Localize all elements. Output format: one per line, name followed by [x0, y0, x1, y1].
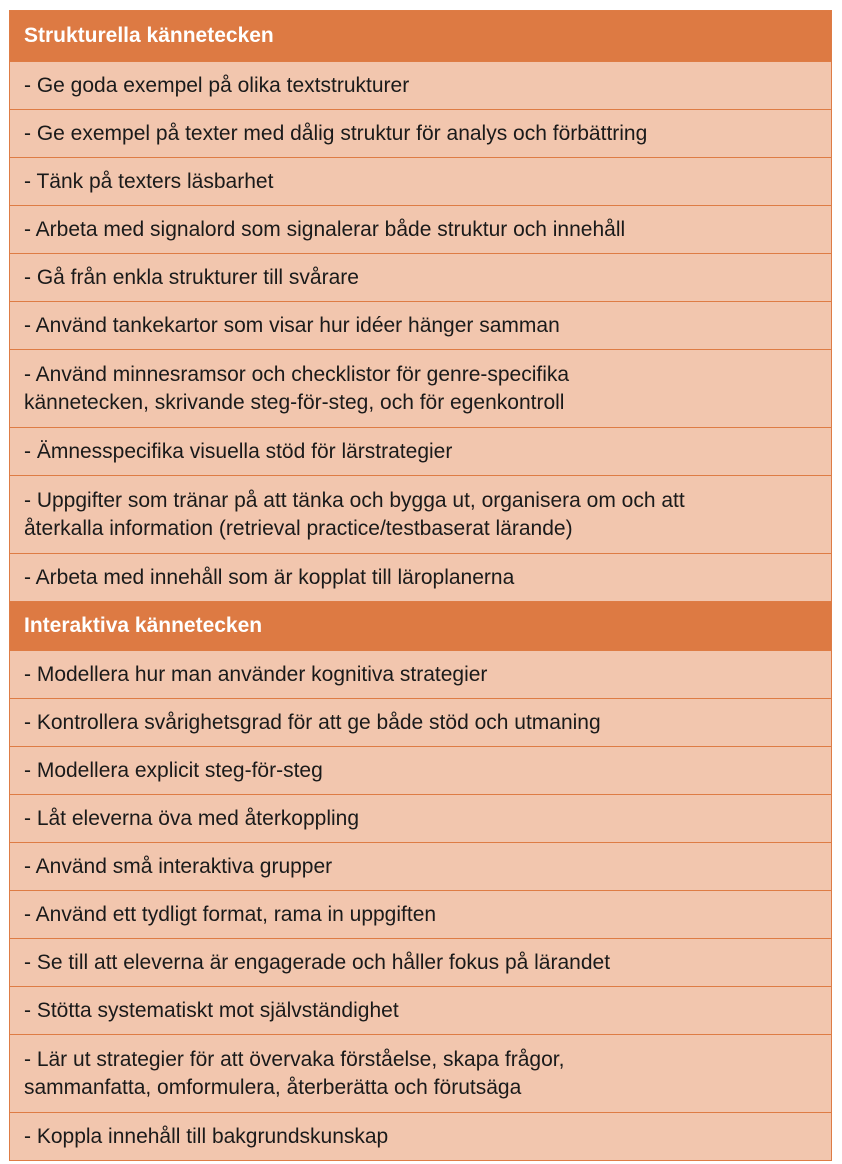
row-text: - Kontrollera svårighetsgrad för att ge både stöd och utmaning: [24, 710, 601, 734]
row-text: - Se till att eleverna är engagerade och håller fokus på lärandet: [24, 950, 611, 974]
row-text: - Ge goda exempel på olika textstrukturer: [24, 73, 410, 97]
table-row: [10, 253, 831, 301]
row-text-line: återkalla information (retrieval practice/testbaserat lärande): [24, 516, 573, 540]
row-text: - Gå från enkla strukturer till svårare: [24, 265, 359, 289]
table-row: [10, 986, 831, 1034]
table-row: [10, 746, 831, 794]
row-text: - Arbeta med signalord som signalerar både struktur och innehåll: [24, 217, 626, 241]
row-text: - Tänk på texters läsbarhet: [24, 169, 274, 193]
section-heading: Strukturella kännetecken: [10, 11, 831, 61]
table-row: [10, 1034, 831, 1112]
table-row: [10, 842, 831, 890]
table-row: [10, 794, 831, 842]
table-row: [10, 61, 831, 109]
table-row: [10, 890, 831, 938]
row-text: - Använd små interaktiva grupper: [24, 854, 333, 878]
table-row: [10, 475, 831, 553]
row-text: [24, 1046, 564, 1102]
row-text-line: - Lär ut strategier för att övervaka förståelse, skapa frågor,: [24, 1047, 565, 1071]
row-text: - Modellera explicit steg-för-steg: [24, 758, 323, 782]
table-row: [10, 109, 831, 157]
row-text: - Stötta systematiskt mot självständighet: [24, 998, 399, 1022]
row-text-line: kännetecken, skrivande steg-för-steg, och för egenkontroll: [24, 390, 565, 414]
table-row: [10, 349, 831, 427]
table-row: [10, 301, 831, 349]
row-text-line: - Använd minnesramsor och checklistor för genre-specifika: [24, 362, 570, 386]
row-text-line: sammanfatta, omformulera, återberätta och förutsäga: [24, 1075, 522, 1099]
row-text-line: - Uppgifter som tränar på att tänka och bygga ut, organisera om och att: [24, 488, 685, 512]
row-text: - Låt eleverna öva med återkoppling: [24, 806, 360, 830]
row-text: [24, 487, 685, 543]
row-text: - Modellera hur man använder kognitiva strategier: [24, 662, 488, 686]
row-text: - Använd tankekartor som visar hur idéer hänger samman: [24, 313, 560, 337]
section-heading: Interaktiva kännetecken: [10, 601, 831, 650]
row-text: - Arbeta med innehåll som är kopplat till läroplanerna: [24, 565, 515, 589]
row-text: - Använd ett tydligt format, rama in uppgiften: [24, 902, 437, 926]
row-text: - Koppla innehåll till bakgrundskunskap: [24, 1124, 389, 1148]
row-text: [24, 361, 569, 417]
table-row: [10, 650, 831, 698]
table-row: [10, 1112, 831, 1160]
table-row: [10, 205, 831, 253]
table-row: [10, 553, 831, 601]
characteristics-table: [9, 10, 832, 1161]
table-row: [10, 698, 831, 746]
table-row: [10, 427, 831, 475]
row-text: - Ämnesspecifika visuella stöd för lärstrategier: [24, 439, 453, 463]
table-row: [10, 157, 831, 205]
row-text: - Ge exempel på texter med dålig struktur för analys och förbättring: [24, 121, 648, 145]
table-row: [10, 938, 831, 986]
